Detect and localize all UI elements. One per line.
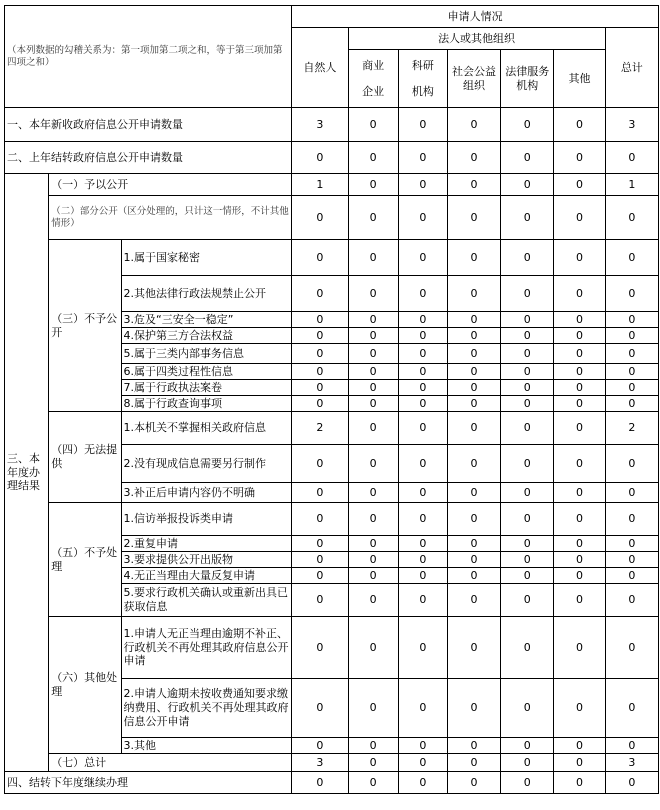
sub-item-value: 0 — [447, 536, 500, 552]
sub-item-value: 0 — [398, 396, 447, 412]
sub-item-value: 0 — [447, 412, 500, 445]
section4-value: 0 — [398, 772, 447, 794]
group7-value: 0 — [501, 754, 554, 772]
section2-value: 0 — [447, 142, 500, 174]
sub-item-value: 0 — [398, 536, 447, 552]
sub-item-value: 0 — [447, 364, 500, 380]
sub-item-value: 0 — [447, 344, 500, 364]
sub-item-value: 2 — [292, 412, 348, 445]
section2-value: 0 — [398, 142, 447, 174]
section2-label: 二、上年结转政府信息公开申请数量 — [5, 142, 292, 174]
sub-item-value: 0 — [447, 738, 500, 754]
table-row — [5, 772, 659, 794]
section1-value: 0 — [447, 108, 500, 142]
sub-item-label: 8.属于行政查询事项 — [121, 396, 292, 412]
section4-value: 0 — [605, 772, 658, 794]
sub-item-label: 5.属于三类内部事务信息 — [121, 344, 292, 364]
group2-value: 0 — [398, 196, 447, 240]
sub-item-value: 0 — [348, 312, 398, 328]
sub-item-value: 0 — [447, 240, 500, 276]
sub-item-value: 0 — [605, 503, 658, 536]
group2-value: 0 — [292, 196, 348, 240]
sub-item-value: 0 — [292, 617, 348, 679]
sub-item-value: 0 — [554, 364, 605, 380]
sub-item-value: 0 — [398, 380, 447, 396]
sub-item-value: 0 — [501, 396, 554, 412]
sub-item-value: 0 — [501, 503, 554, 536]
sub-item-value: 0 — [398, 738, 447, 754]
section2-value: 0 — [605, 142, 658, 174]
sub-item-label: 3.补正后申请内容仍不明确 — [121, 483, 292, 503]
sub-item-value: 0 — [554, 412, 605, 445]
sub-item-label: 2.重复申请 — [121, 536, 292, 552]
sub-item-value: 0 — [554, 552, 605, 568]
sub-item-value: 0 — [447, 483, 500, 503]
sub-item-value: 0 — [447, 312, 500, 328]
sub-item-value: 0 — [554, 344, 605, 364]
sub-item-label: 1.属于国家秘密 — [121, 240, 292, 276]
sub-item-value: 0 — [501, 552, 554, 568]
section1-value: 3 — [605, 108, 658, 142]
sub-item-value: 0 — [398, 552, 447, 568]
sub-item-value: 0 — [605, 276, 658, 312]
sub-item-value: 0 — [554, 276, 605, 312]
section4-value: 0 — [501, 772, 554, 794]
sub-item-value: 0 — [605, 364, 658, 380]
sub-item-value: 0 — [501, 483, 554, 503]
table-row — [5, 108, 659, 142]
group7-label: （七）总计 — [49, 754, 292, 772]
table-row — [5, 240, 659, 276]
sub-item-value: 0 — [501, 679, 554, 738]
sub-item-value: 0 — [348, 445, 398, 483]
group1-value: 1 — [292, 174, 348, 196]
table-row — [5, 617, 659, 679]
sub-item-value: 0 — [292, 328, 348, 344]
group7-value: 3 — [292, 754, 348, 772]
table-row — [5, 412, 659, 445]
sub-item-value: 0 — [501, 536, 554, 552]
sub-item-value: 0 — [447, 396, 500, 412]
sub-item-value: 0 — [501, 617, 554, 679]
sub-item-value: 0 — [501, 412, 554, 445]
foi-annual-report-table — [4, 5, 659, 794]
sub-item-value: 0 — [348, 364, 398, 380]
sub-item-value: 0 — [447, 380, 500, 396]
sub-item-value: 0 — [605, 617, 658, 679]
sub-item-value: 0 — [292, 738, 348, 754]
group2-value: 0 — [348, 196, 398, 240]
section4-value: 0 — [554, 772, 605, 794]
sub-item-value: 0 — [605, 552, 658, 568]
sub-item-value: 0 — [501, 344, 554, 364]
table-row — [5, 196, 659, 240]
sub-item-value: 0 — [348, 738, 398, 754]
section1-value: 0 — [554, 108, 605, 142]
table-row — [5, 754, 659, 772]
sub-item-value: 0 — [554, 679, 605, 738]
group1-value: 0 — [398, 174, 447, 196]
group7-value: 0 — [348, 754, 398, 772]
sub-item-value: 0 — [292, 568, 348, 584]
table-row — [5, 503, 659, 536]
sub-item-value: 0 — [605, 445, 658, 483]
sub-item-value: 0 — [554, 584, 605, 617]
group1-value: 0 — [554, 174, 605, 196]
section1-value: 0 — [348, 108, 398, 142]
sub-item-value: 0 — [501, 380, 554, 396]
sub-item-label: 4.保护第三方合法权益 — [121, 328, 292, 344]
sub-item-value: 0 — [501, 364, 554, 380]
sub-item-value: 0 — [398, 312, 447, 328]
group4-label: （四）无法提供 — [49, 412, 121, 503]
sub-item-value: 0 — [398, 503, 447, 536]
sub-item-value: 0 — [398, 364, 447, 380]
sub-item-value: 0 — [554, 568, 605, 584]
group6-label: （六）其他处理 — [49, 617, 121, 754]
header-other: 其他 — [554, 50, 605, 108]
section1-value: 0 — [398, 108, 447, 142]
sub-item-value: 0 — [501, 445, 554, 483]
sub-item-label: 4.无正当理由大量反复申请 — [121, 568, 292, 584]
sub-item-value: 0 — [447, 679, 500, 738]
sub-item-value: 0 — [554, 536, 605, 552]
sub-item-value: 0 — [348, 536, 398, 552]
sub-item-value: 0 — [447, 328, 500, 344]
sub-item-value: 0 — [348, 679, 398, 738]
sub-item-value: 0 — [554, 380, 605, 396]
table-row — [5, 142, 659, 174]
sub-item-value: 0 — [605, 483, 658, 503]
group2-value: 0 — [501, 196, 554, 240]
sub-item-value: 0 — [292, 364, 348, 380]
group5-label: （五）不予处理 — [49, 503, 121, 617]
header-research-line2: 机构 — [411, 84, 434, 98]
sub-item-value: 0 — [605, 738, 658, 754]
sub-item-value: 0 — [554, 312, 605, 328]
sub-item-value: 0 — [398, 412, 447, 445]
sub-item-value: 0 — [398, 276, 447, 312]
sub-item-value: 0 — [398, 445, 447, 483]
sub-item-value: 0 — [605, 312, 658, 328]
group7-value: 0 — [554, 754, 605, 772]
sub-item-value: 0 — [292, 380, 348, 396]
group7-value: 0 — [398, 754, 447, 772]
sub-item-value: 0 — [348, 503, 398, 536]
sub-item-label: 3.危及“三安全一稳定” — [121, 312, 292, 328]
header-applicant: 申请人情况 — [292, 6, 659, 28]
sub-item-value: 0 — [554, 483, 605, 503]
sub-item-value: 0 — [605, 679, 658, 738]
sub-item-value: 0 — [292, 240, 348, 276]
header-note: （本列数据的勾稽关系为：第一项加第二项之和，等于第三项加第四项之和） — [5, 6, 292, 108]
sub-item-value: 0 — [398, 568, 447, 584]
group2-value: 0 — [605, 196, 658, 240]
sub-item-value: 0 — [348, 328, 398, 344]
sub-item-value: 0 — [605, 344, 658, 364]
sub-item-value: 0 — [447, 617, 500, 679]
sub-item-value: 0 — [554, 328, 605, 344]
section1-value: 0 — [501, 108, 554, 142]
sub-item-value: 0 — [292, 344, 348, 364]
header-commercial — [348, 50, 398, 108]
sub-item-value: 0 — [292, 584, 348, 617]
sub-item-value: 0 — [501, 568, 554, 584]
sub-item-value: 0 — [554, 445, 605, 483]
group2-value: 0 — [447, 196, 500, 240]
sub-item-value: 0 — [348, 617, 398, 679]
sub-item-value: 0 — [398, 240, 447, 276]
sub-item-label: 1.本机关不掌握相关政府信息 — [121, 412, 292, 445]
section3-label: 三、本年度办理结果 — [5, 174, 49, 772]
sub-item-value: 0 — [292, 445, 348, 483]
sub-item-label: 7.属于行政执法案卷 — [121, 380, 292, 396]
sub-item-value: 0 — [398, 344, 447, 364]
sub-item-value: 0 — [605, 396, 658, 412]
header-research — [398, 50, 447, 108]
sub-item-value: 0 — [398, 679, 447, 738]
section4-value: 0 — [292, 772, 348, 794]
sub-item-value: 0 — [554, 396, 605, 412]
group2-value: 0 — [554, 196, 605, 240]
header-research-line1: 科研 — [411, 58, 434, 72]
group7-value: 0 — [447, 754, 500, 772]
sub-item-value: 0 — [348, 396, 398, 412]
sub-item-value: 0 — [447, 568, 500, 584]
sub-item-value: 0 — [398, 584, 447, 617]
group1-value: 1 — [605, 174, 658, 196]
sub-item-value: 0 — [605, 568, 658, 584]
sub-item-label: 2.其他法律行政法规禁止公开 — [121, 276, 292, 312]
sub-item-value: 0 — [447, 552, 500, 568]
section2-value: 0 — [554, 142, 605, 174]
sub-item-value: 0 — [292, 483, 348, 503]
header-social-org: 社会公益组织 — [447, 50, 500, 108]
header-legal-service: 法律服务机构 — [501, 50, 554, 108]
sub-item-value: 0 — [398, 328, 447, 344]
sub-item-value: 0 — [501, 276, 554, 312]
sub-item-value: 0 — [554, 738, 605, 754]
sub-item-value: 0 — [447, 503, 500, 536]
sub-item-value: 0 — [292, 396, 348, 412]
sub-item-value: 2 — [605, 412, 658, 445]
section2-value: 0 — [501, 142, 554, 174]
sub-item-label: 2.申请人逾期未按收费通知要求缴纳费用、行政机关不再处理其政府信息公开申请 — [121, 679, 292, 738]
sub-item-value: 0 — [605, 328, 658, 344]
sub-item-value: 0 — [348, 584, 398, 617]
sub-item-label: 6.属于四类过程性信息 — [121, 364, 292, 380]
sub-item-value: 0 — [605, 380, 658, 396]
sub-item-value: 0 — [447, 445, 500, 483]
sub-item-label: 1.信访举报投诉类申请 — [121, 503, 292, 536]
sub-item-value: 0 — [348, 276, 398, 312]
sub-item-label: 2.没有现成信息需要另行制作 — [121, 445, 292, 483]
header-total: 总计 — [605, 28, 658, 108]
section4-label: 四、结转下年度继续办理 — [5, 772, 292, 794]
sub-item-value: 0 — [554, 503, 605, 536]
header-legal-entity: 法人或其他组织 — [348, 28, 605, 50]
section1-label: 一、本年新收政府信息公开申请数量 — [5, 108, 292, 142]
table-row — [5, 174, 659, 196]
sub-item-value: 0 — [348, 240, 398, 276]
table-body — [5, 6, 659, 794]
sub-item-label: 1.申请人无正当理由逾期不补正、行政机关不再处理其政府信息公开申请 — [121, 617, 292, 679]
sub-item-value: 0 — [292, 679, 348, 738]
sub-item-value: 0 — [554, 240, 605, 276]
group1-value: 0 — [348, 174, 398, 196]
sub-item-value: 0 — [605, 536, 658, 552]
sub-item-value: 0 — [501, 584, 554, 617]
group3-label: （三）不予公开 — [49, 240, 121, 412]
sub-item-value: 0 — [348, 568, 398, 584]
sub-item-value: 0 — [292, 276, 348, 312]
sub-item-value: 0 — [348, 412, 398, 445]
sub-item-value: 0 — [348, 380, 398, 396]
group2-label: （二）部分公开（区分处理的，只计这一情形，不计其他情形） — [49, 196, 292, 240]
sub-item-value: 0 — [605, 240, 658, 276]
sub-item-label: 3.要求提供公开出版物 — [121, 552, 292, 568]
sub-item-value: 0 — [554, 617, 605, 679]
sub-item-label: 5.要求行政机关确认或重新出具已获取信息 — [121, 584, 292, 617]
section2-value: 0 — [292, 142, 348, 174]
section1-value: 3 — [292, 108, 348, 142]
sub-item-value: 0 — [501, 312, 554, 328]
sub-item-value: 0 — [292, 536, 348, 552]
sub-item-value: 0 — [398, 617, 447, 679]
sub-item-value: 0 — [292, 312, 348, 328]
group7-value: 3 — [605, 754, 658, 772]
section4-value: 0 — [447, 772, 500, 794]
sub-item-value: 0 — [447, 276, 500, 312]
sub-item-value: 0 — [501, 328, 554, 344]
sub-item-value: 0 — [501, 738, 554, 754]
sub-item-value: 0 — [292, 552, 348, 568]
section2-value: 0 — [348, 142, 398, 174]
sub-item-value: 0 — [447, 584, 500, 617]
group1-label: （一）予以公开 — [49, 174, 292, 196]
sub-item-value: 0 — [605, 584, 658, 617]
sub-item-value: 0 — [348, 552, 398, 568]
sub-item-value: 0 — [348, 483, 398, 503]
group1-value: 0 — [501, 174, 554, 196]
header-commercial-line2: 企业 — [362, 84, 385, 98]
header-natural-person: 自然人 — [292, 28, 348, 108]
sub-item-value: 0 — [501, 240, 554, 276]
sub-item-value: 0 — [292, 503, 348, 536]
sub-item-value: 0 — [348, 344, 398, 364]
group1-value: 0 — [447, 174, 500, 196]
section4-value: 0 — [348, 772, 398, 794]
header-commercial-line1: 商业 — [362, 58, 385, 72]
sub-item-label: 3.其他 — [121, 738, 292, 754]
sub-item-value: 0 — [398, 483, 447, 503]
